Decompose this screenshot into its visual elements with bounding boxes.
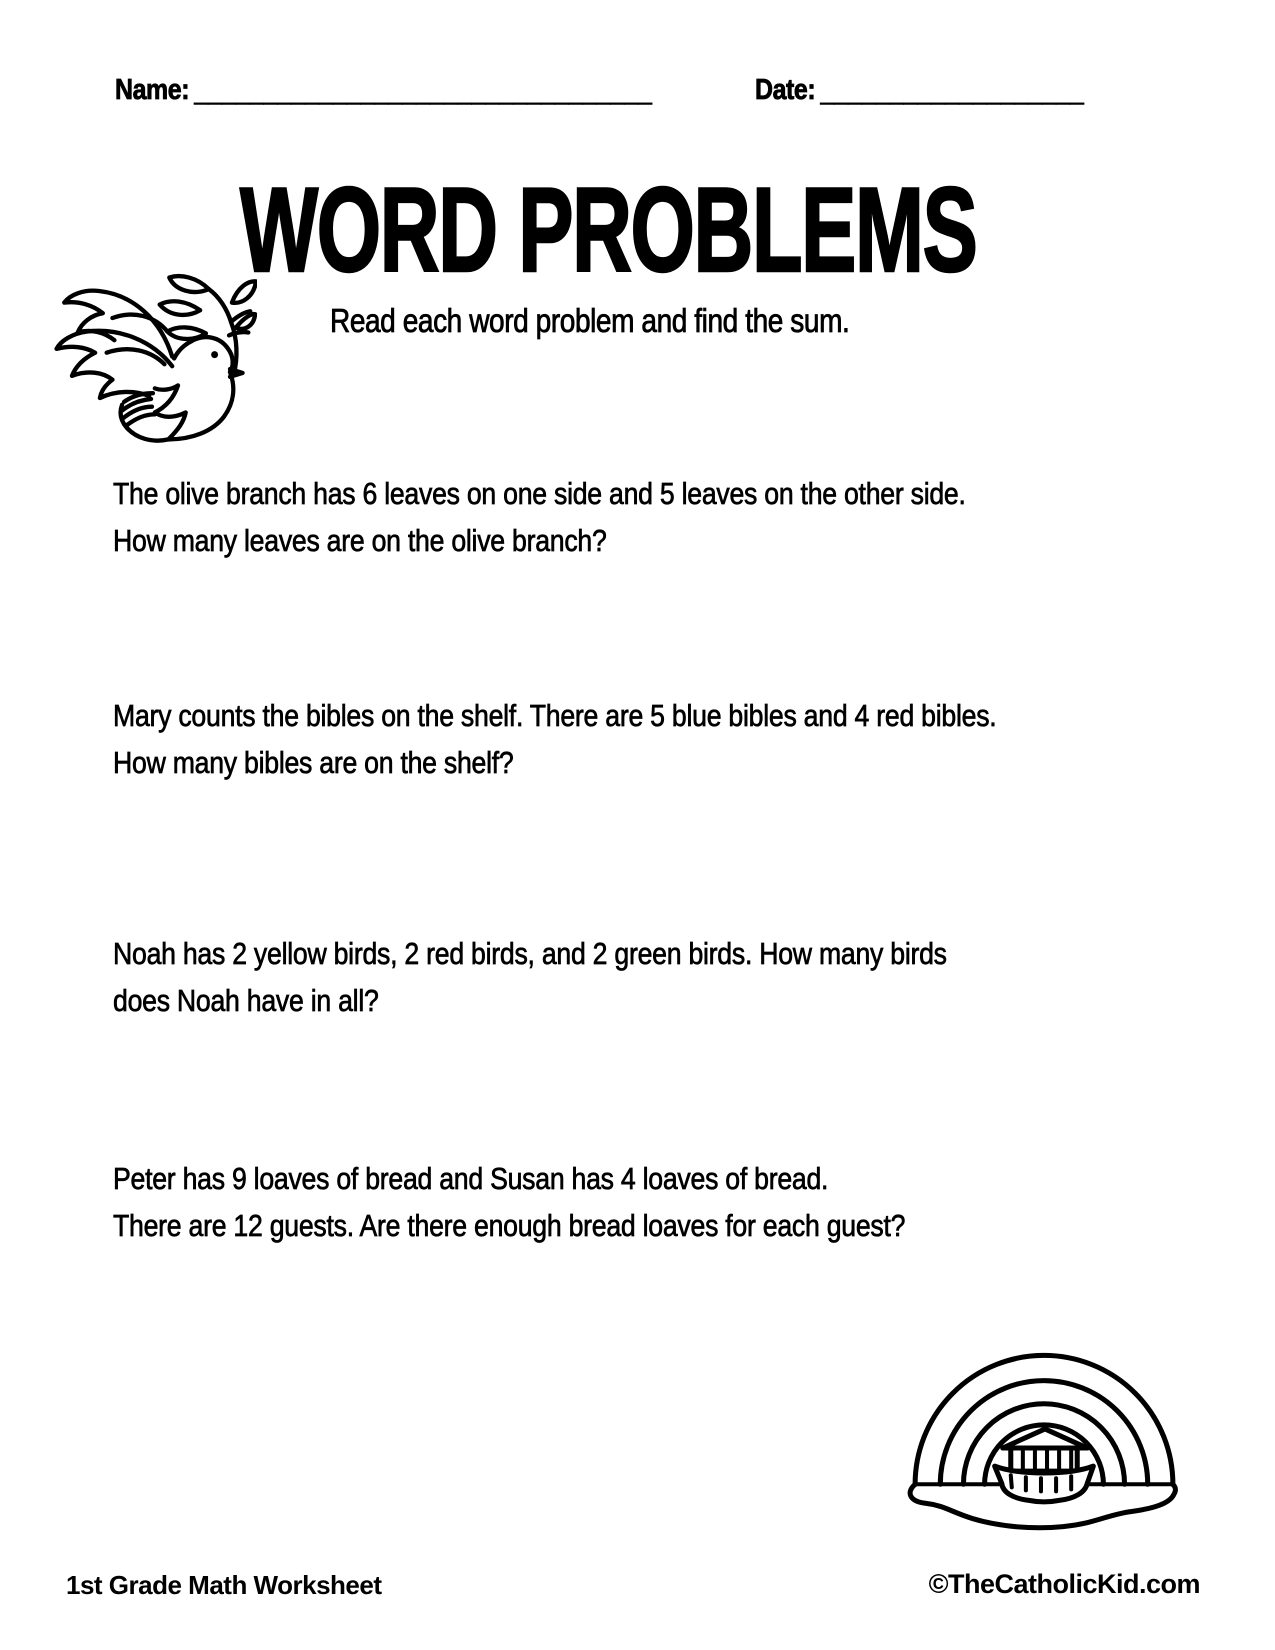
word-problem-4 <box>113 1155 905 1249</box>
date-field <box>755 74 1084 107</box>
word-problem-1 <box>113 470 966 564</box>
word-problem-3 <box>113 930 947 1024</box>
noahs-ark <box>995 1429 1094 1502</box>
date-label: Date: <box>755 74 816 106</box>
worksheet-instructions: Read each word problem and find the sum. <box>330 302 850 339</box>
worksheet-title: WORD PROBLEMS <box>240 163 977 297</box>
footer-site-credit: ©TheCatholicKid.com <box>928 1569 1200 1599</box>
name-label: Name: <box>115 74 190 106</box>
problem-1-line-1: The olive branch has 6 leaves on one side and 5 leaves on the other side. <box>113 476 966 511</box>
word-problem-2 <box>113 692 996 786</box>
dove-eye <box>211 351 218 358</box>
date-fill-in-line: ___________________ <box>820 74 1084 106</box>
problem-2-line-1: Mary counts the bibles on the shelf. There are 5 blue bibles and 4 red bibles. <box>113 698 997 733</box>
name-field <box>115 74 652 107</box>
problem-4-line-1: Peter has 9 loaves of bread and Susan has 4 loaves of bread. <box>113 1161 829 1196</box>
dove-with-olive-branch-illustration <box>45 270 257 446</box>
problem-4-line-2: There are 12 guests. Are there enough bread loaves for each guest? <box>113 1208 906 1243</box>
footer-worksheet-type: 1st Grade Math Worksheet <box>66 1570 382 1600</box>
rainbow-with-noahs-ark-illustration <box>898 1343 1190 1540</box>
name-fill-in-line: _________________________________ <box>194 74 652 106</box>
problem-2-line-2: How many bibles are on the shelf? <box>113 745 514 780</box>
problem-3-line-2: does Noah have in all? <box>113 983 379 1018</box>
problem-1-line-2: How many leaves are on the olive branch? <box>113 523 607 558</box>
problem-3-line-1: Noah has 2 yellow birds, 2 red birds, and 2 green birds. How many birds <box>113 936 947 971</box>
